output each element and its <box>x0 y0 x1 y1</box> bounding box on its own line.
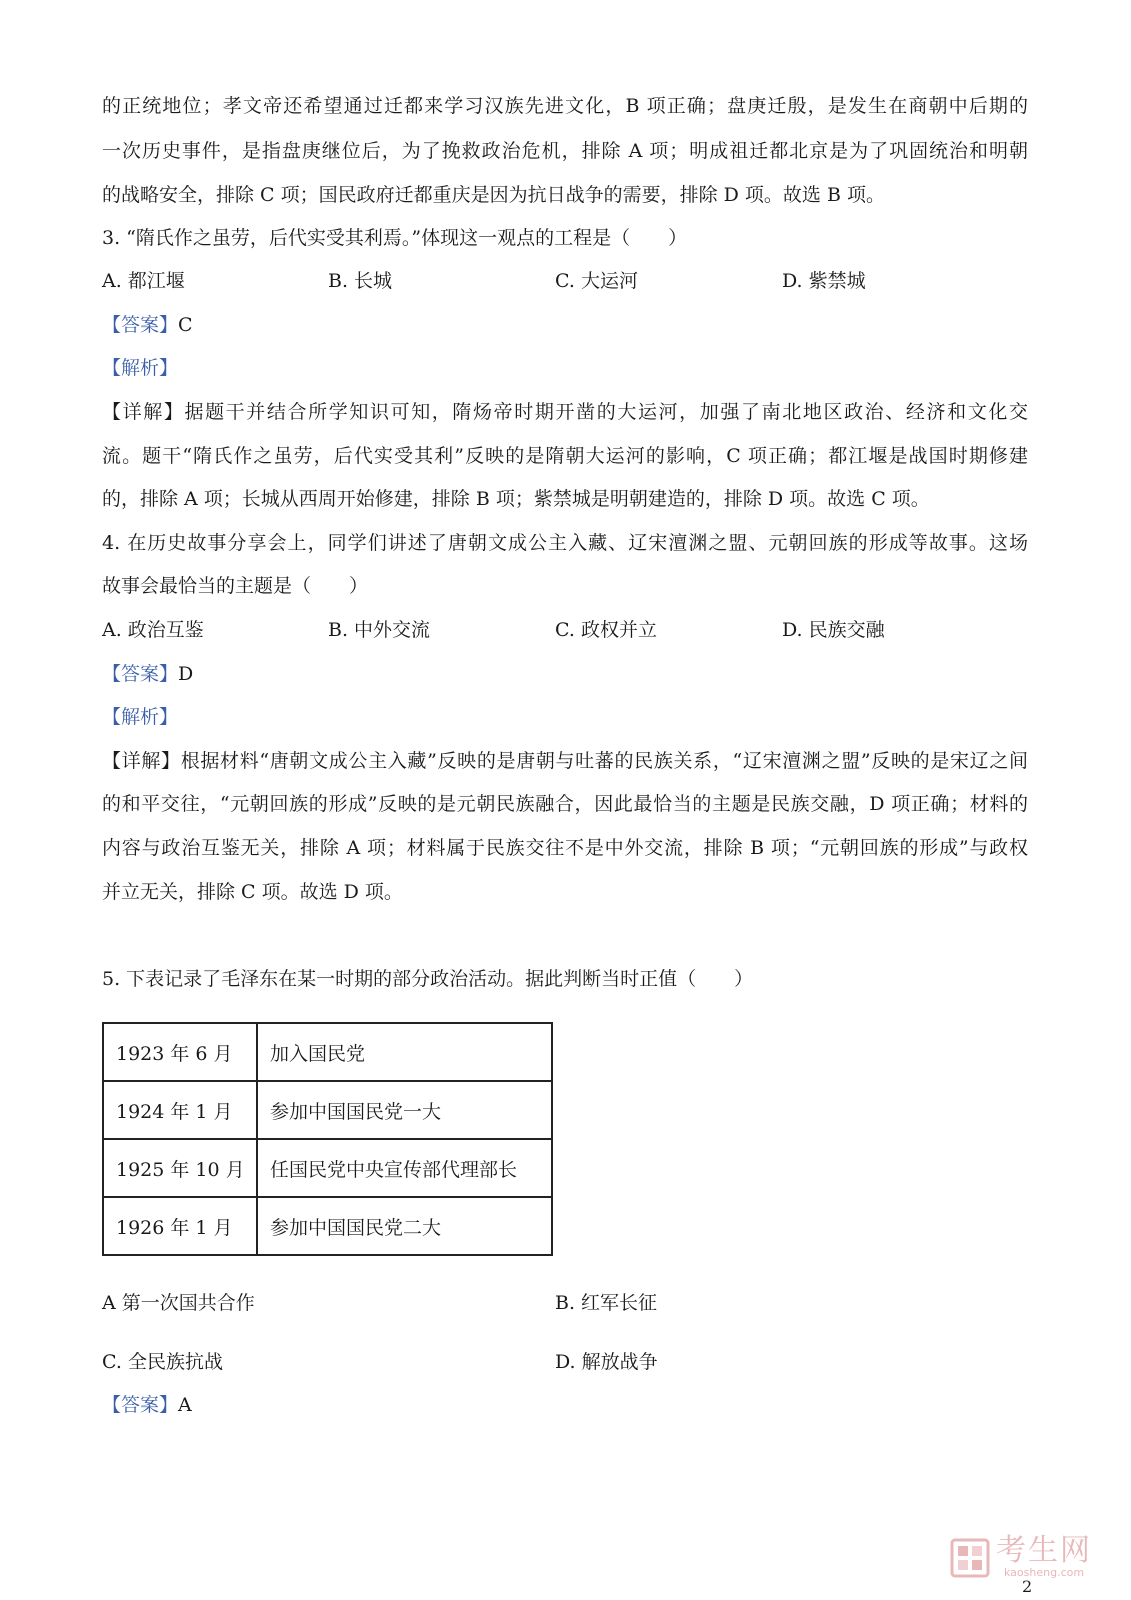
q4-option-c: C. 政权并立 <box>555 619 657 641</box>
q4-analysis-tag: 【解析】 <box>102 706 179 728</box>
table-cell-date: 1923 年 6 月 <box>103 1023 257 1081</box>
q4-option-a: A. 政治互鉴 <box>102 619 204 641</box>
q5-table <box>102 1022 553 1256</box>
q3-stem: 3. “隋氏作之虽劳，后代实受其利焉。”体现这一观点的工程是（ ） <box>102 227 688 249</box>
q5-option-a: A 第一次国共合作 <box>102 1292 255 1314</box>
q4-detail-line-1 <box>102 749 1028 773</box>
q3-option-d: D. 紫禁城 <box>782 270 866 292</box>
detail-tag: 【详解】 <box>102 750 181 772</box>
table-cell-event: 任国民党中央宣传部代理部长 <box>257 1139 552 1197</box>
q3-answer: C <box>178 314 193 336</box>
q4-detail-text-1: 根据材料“唐朝文成公主入藏”反映的是唐朝与吐蕃的民族关系，“辽宋澶渊之盟”反映的是宋辽之间 <box>180 750 1028 772</box>
q5-option-b: B. 红军长征 <box>555 1292 658 1314</box>
q3-option-b: B. 长城 <box>328 270 393 292</box>
q4-stem-line-1: 4. 在历史故事分享会上，同学们讲述了唐朝文成公主入藏、辽宋澶渊之盟、元朝回族的形成等故事。这场 <box>102 532 1028 554</box>
q5-answer: A <box>178 1394 192 1416</box>
q3-answer-line <box>102 313 193 337</box>
kaosheng-logo-icon <box>950 1538 990 1578</box>
q3-detail-line-3: 的，排除 A 项；长城从西周开始修建，排除 B 项；紫禁城是明朝建造的，排除 D 项。故选 C 项。 <box>102 488 930 510</box>
table-row <box>103 1197 552 1255</box>
q5-option-c: C. 全民族抗战 <box>102 1351 223 1373</box>
q4-detail-line-3: 内容与政治互鉴无关，排除 A 项；材料属于民族交往不是中外交流，排除 B 项；“元朝回族的形成”与政权 <box>102 837 1028 859</box>
table-row <box>103 1139 552 1197</box>
continuation-line-2: 一次历史事件，是指盘庚继位后，为了挽救政治危机，排除 A 项；明成祖迁都北京是为了巩固统治和明朝 <box>102 140 1028 162</box>
answer-tag: 【答案】 <box>102 314 179 336</box>
table-cell-date: 1925 年 10 月 <box>103 1139 257 1197</box>
table-row <box>103 1023 552 1081</box>
q3-detail-line-1 <box>102 400 1028 424</box>
answer-tag: 【答案】 <box>102 663 179 685</box>
q5-answer-line <box>102 1393 192 1417</box>
q4-detail-line-2: 的和平交往，“元朝回族的形成”反映的是元朝民族融合，因此最恰当的主题是民族交融，D 项正确；材料的 <box>102 793 1028 815</box>
answer-tag: 【答案】 <box>102 1394 179 1416</box>
q3-analysis-tag: 【解析】 <box>102 357 179 379</box>
q4-stem-line-2: 故事会最恰当的主题是（ ） <box>102 575 369 597</box>
watermark-url: kaosheng.com <box>1004 1566 1085 1579</box>
q3-detail-line-2: 流。题干“隋氏作之虽劳，后代实受其利”反映的是隋朝大运河的影响，C 项正确；都江堰是战国时期修建 <box>102 445 1028 467</box>
continuation-line-1: 的正统地位；孝文帝还希望通过迁都来学习汉族先进文化，B 项正确；盘庚迁殷，是发生在商朝中后期的 <box>102 95 1028 117</box>
q3-option-c: C. 大运河 <box>555 270 638 292</box>
q4-detail-line-4: 并立无关，排除 C 项。故选 D 项。 <box>102 881 403 903</box>
table-cell-date: 1924 年 1 月 <box>103 1081 257 1139</box>
table-cell-event: 加入国民党 <box>257 1023 552 1081</box>
table-cell-date: 1926 年 1 月 <box>103 1197 257 1255</box>
table-cell-event: 参加中国国民党二大 <box>257 1197 552 1255</box>
q4-option-b: B. 中外交流 <box>328 619 431 641</box>
detail-tag: 【详解】 <box>102 401 185 423</box>
q4-answer-line <box>102 662 193 686</box>
table-cell-event: 参加中国国民党一大 <box>257 1081 552 1139</box>
q5-option-d: D. 解放战争 <box>555 1351 658 1373</box>
q4-option-d: D. 民族交融 <box>782 619 885 641</box>
q3-detail-text-1: 据题干并结合所学知识可知，隋炀帝时期开凿的大运河，加强了南北地区政治、经济和文化交 <box>184 401 1028 423</box>
continuation-line-3: 的战略安全，排除 C 项；国民政府迁都重庆是因为抗日战争的需要，排除 D 项。故选 B 项。 <box>102 184 885 206</box>
table-row <box>103 1081 552 1139</box>
q4-answer: D <box>178 663 194 685</box>
q5-stem: 5. 下表记录了毛泽东在某一时期的部分政治活动。据此判断当时正值（ ） <box>102 968 754 990</box>
watermark-name: 考生网 <box>996 1533 1092 1568</box>
watermark <box>950 1534 1110 1582</box>
q3-option-a: A. 都江堰 <box>102 270 185 292</box>
page-number: 2 <box>1022 1577 1033 1596</box>
